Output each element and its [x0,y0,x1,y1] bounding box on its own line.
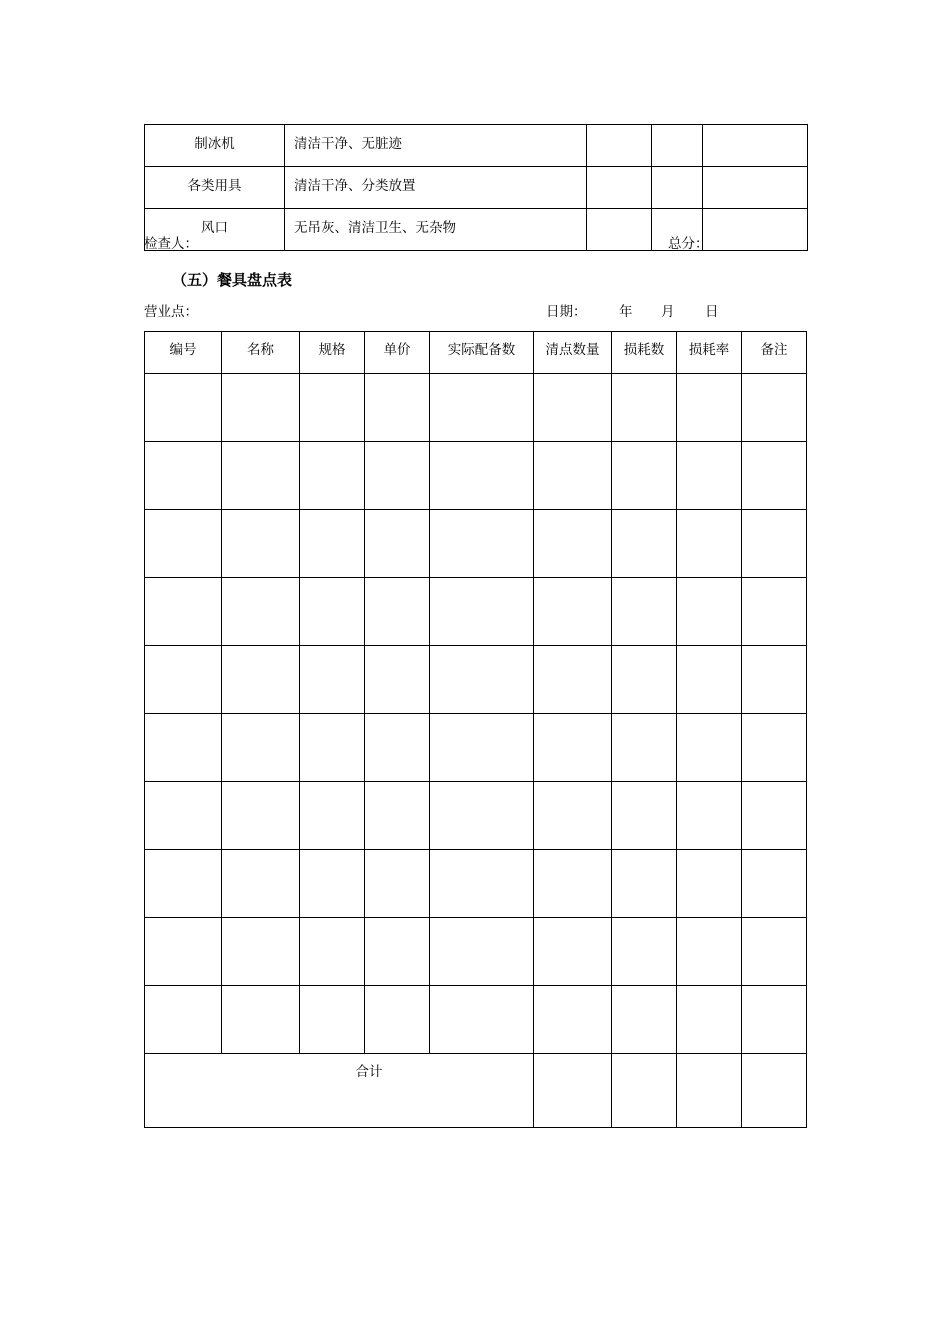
table-cell[interactable] [612,850,677,918]
table-cell[interactable] [742,782,807,850]
table-cell[interactable] [703,209,808,251]
table-row [145,646,807,714]
outlet-label: 营业点： [144,304,198,320]
table-cell[interactable] [145,578,222,646]
table-cell[interactable] [742,986,807,1054]
table-cell[interactable] [742,714,807,782]
table-cell[interactable] [222,646,300,714]
column-header: 编号 [145,332,222,374]
table-cell[interactable] [612,374,677,442]
table-cell[interactable] [534,1054,612,1128]
table-cell[interactable] [145,986,222,1054]
table-cell[interactable] [612,1054,677,1128]
inspection-item: 风口 [145,209,285,251]
inspection-standard: 清洁干净、无脏迹 [285,125,587,167]
table-row [145,510,807,578]
table-cell[interactable] [742,442,807,510]
table-cell[interactable] [677,578,742,646]
table-row [145,167,808,209]
column-header: 清点数量 [534,332,612,374]
column-header: 损耗数 [612,332,677,374]
total-score-label: 总分： [668,236,709,252]
table-cell[interactable] [677,510,742,578]
table-row [145,442,807,510]
table-cell[interactable] [430,782,534,850]
table-cell[interactable] [534,782,612,850]
table-cell[interactable] [587,125,652,167]
table-cell[interactable] [365,646,430,714]
table-cell[interactable] [365,850,430,918]
table-cell[interactable] [612,578,677,646]
table-cell[interactable] [677,986,742,1054]
table-cell[interactable] [300,782,365,850]
total-label: 合计 [145,1054,534,1128]
table-cell[interactable] [534,850,612,918]
table-cell[interactable] [365,374,430,442]
inspection-item: 各类用具 [145,167,285,209]
table-cell[interactable] [742,646,807,714]
table-cell[interactable] [300,646,365,714]
table-cell[interactable] [430,646,534,714]
table-cell[interactable] [677,646,742,714]
table-cell[interactable] [300,578,365,646]
inspection-standard: 清洁干净、分类放置 [285,167,587,209]
table-cell[interactable] [612,646,677,714]
table-cell[interactable] [145,442,222,510]
date-day: 日 [705,304,719,320]
table-cell[interactable] [703,125,808,167]
table-cell[interactable] [534,714,612,782]
date-year: 年 [619,304,633,320]
column-header: 规格 [300,332,365,374]
date-month: 月 [661,304,675,320]
table-cell[interactable] [365,918,430,986]
table-cell[interactable] [430,374,534,442]
table-cell[interactable] [365,986,430,1054]
table-cell[interactable] [703,167,808,209]
header-row [145,332,807,374]
table-cell[interactable] [612,918,677,986]
table-cell[interactable] [222,374,300,442]
table-row [145,782,807,850]
table-cell[interactable] [145,374,222,442]
table-row [145,986,807,1054]
table-row [145,918,807,986]
table-cell[interactable] [300,714,365,782]
column-header: 备注 [742,332,807,374]
table-cell[interactable] [430,510,534,578]
table-cell[interactable] [145,510,222,578]
table-cell[interactable] [145,782,222,850]
table-cell[interactable] [300,986,365,1054]
inspection-item: 制冰机 [145,125,285,167]
table-cell[interactable] [300,442,365,510]
inventory-table [144,331,807,1128]
table-row [145,714,807,782]
column-header: 单价 [365,332,430,374]
table-cell[interactable] [300,850,365,918]
table-cell[interactable] [430,714,534,782]
table-cell[interactable] [222,782,300,850]
table-cell[interactable] [652,125,703,167]
table-cell[interactable] [742,918,807,986]
table-cell[interactable] [677,442,742,510]
table-cell[interactable] [534,578,612,646]
inspection-standard: 无吊灰、清洁卫生、无杂物 [285,209,587,251]
table-cell[interactable] [430,986,534,1054]
table-cell[interactable] [300,374,365,442]
table-cell[interactable] [612,510,677,578]
table-cell[interactable] [742,510,807,578]
table-cell[interactable] [430,578,534,646]
table-row [145,374,807,442]
inspector-label: 检查人： [144,236,198,252]
table-cell[interactable] [222,578,300,646]
table-cell[interactable] [534,374,612,442]
table-cell[interactable] [587,209,652,251]
table-cell[interactable] [612,714,677,782]
section-title: （五）餐具盘点表 [172,271,293,289]
table-cell[interactable] [222,714,300,782]
table-cell[interactable] [222,510,300,578]
table-cell[interactable] [534,646,612,714]
date-label: 日期： [546,304,587,320]
table-cell[interactable] [534,442,612,510]
table-cell[interactable] [365,782,430,850]
table-cell[interactable] [652,167,703,209]
table-cell[interactable] [222,442,300,510]
table-cell[interactable] [612,782,677,850]
table-cell[interactable] [534,510,612,578]
table-cell[interactable] [145,714,222,782]
column-header: 名称 [222,332,300,374]
table-cell[interactable] [430,850,534,918]
table-cell[interactable] [145,646,222,714]
table-cell[interactable] [742,1054,807,1128]
table-cell[interactable] [222,850,300,918]
table-row [145,578,807,646]
table-cell[interactable] [222,986,300,1054]
table-cell[interactable] [742,850,807,918]
table-cell[interactable] [534,986,612,1054]
table-cell[interactable] [677,374,742,442]
total-row [145,1054,807,1128]
table-cell[interactable] [365,442,430,510]
table-cell[interactable] [300,918,365,986]
table-cell[interactable] [365,714,430,782]
table-cell[interactable] [612,442,677,510]
table-cell[interactable] [534,918,612,986]
table-cell[interactable] [222,918,300,986]
table-cell[interactable] [145,918,222,986]
table-cell[interactable] [587,167,652,209]
table-cell[interactable] [430,918,534,986]
table-row [145,125,808,167]
table-cell[interactable] [677,1054,742,1128]
table-cell[interactable] [300,510,365,578]
column-header: 实际配备数 [430,332,534,374]
table-row [145,850,807,918]
table-cell[interactable] [677,918,742,986]
table-cell[interactable] [145,850,222,918]
table-cell[interactable] [742,578,807,646]
table-cell[interactable] [612,986,677,1054]
table-cell[interactable] [677,714,742,782]
table-cell[interactable] [677,782,742,850]
table-cell[interactable] [430,442,534,510]
column-header: 损耗率 [677,332,742,374]
table-cell[interactable] [742,374,807,442]
table-cell[interactable] [365,510,430,578]
inspection-table [144,124,808,251]
table-cell[interactable] [677,850,742,918]
table-cell[interactable] [365,578,430,646]
